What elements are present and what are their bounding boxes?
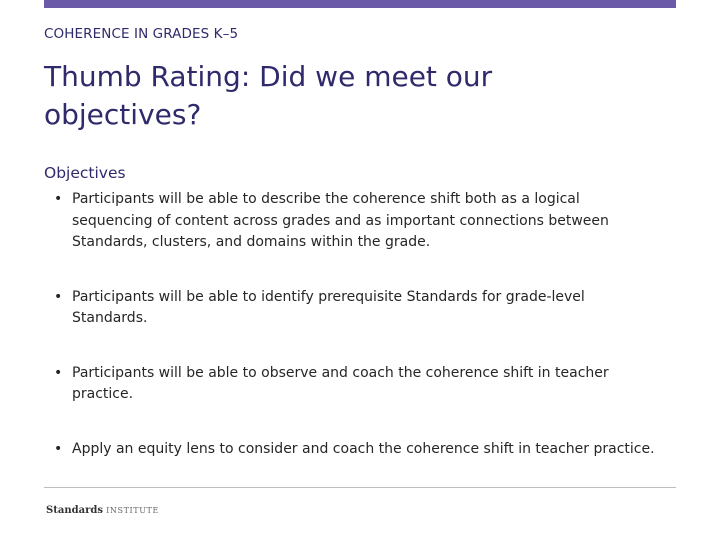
footer-divider xyxy=(44,487,676,488)
bullet-icon: • xyxy=(54,288,63,305)
top-accent-bar xyxy=(44,0,676,8)
list-item xyxy=(44,189,664,254)
logo-text-institute: INSTITUTE xyxy=(106,506,159,515)
objectives-list xyxy=(44,189,664,460)
bullet-icon: • xyxy=(54,191,63,207)
slide-kicker: COHERENCE IN GRADES K–5 xyxy=(44,26,239,42)
objective-text: Participants will be able to describe the coherence shift both as a logical sequencing of content across grades and as important connections between Standards, clusters, and domains within the grade. xyxy=(72,191,609,250)
objective-text: Apply an equity lens to consider and coach the coherence shift in teacher practice. xyxy=(72,440,655,457)
bullet-icon: • xyxy=(54,364,63,381)
bullet-icon: • xyxy=(54,440,63,457)
slide-title: Thumb Rating: Did we meet our objectives? xyxy=(44,60,493,131)
standards-institute-logo xyxy=(46,505,159,516)
list-item xyxy=(44,287,664,330)
objective-text: Participants will be able to identify prerequisite Standards for grade-level Standards. xyxy=(72,288,585,326)
list-item xyxy=(44,439,664,461)
objectives-heading: Objectives xyxy=(44,164,126,182)
list-item xyxy=(44,363,664,406)
objective-text: Participants will be able to observe and coach the coherence shift in teacher practice. xyxy=(72,364,609,402)
logo-text-standards: Standards xyxy=(46,505,103,516)
